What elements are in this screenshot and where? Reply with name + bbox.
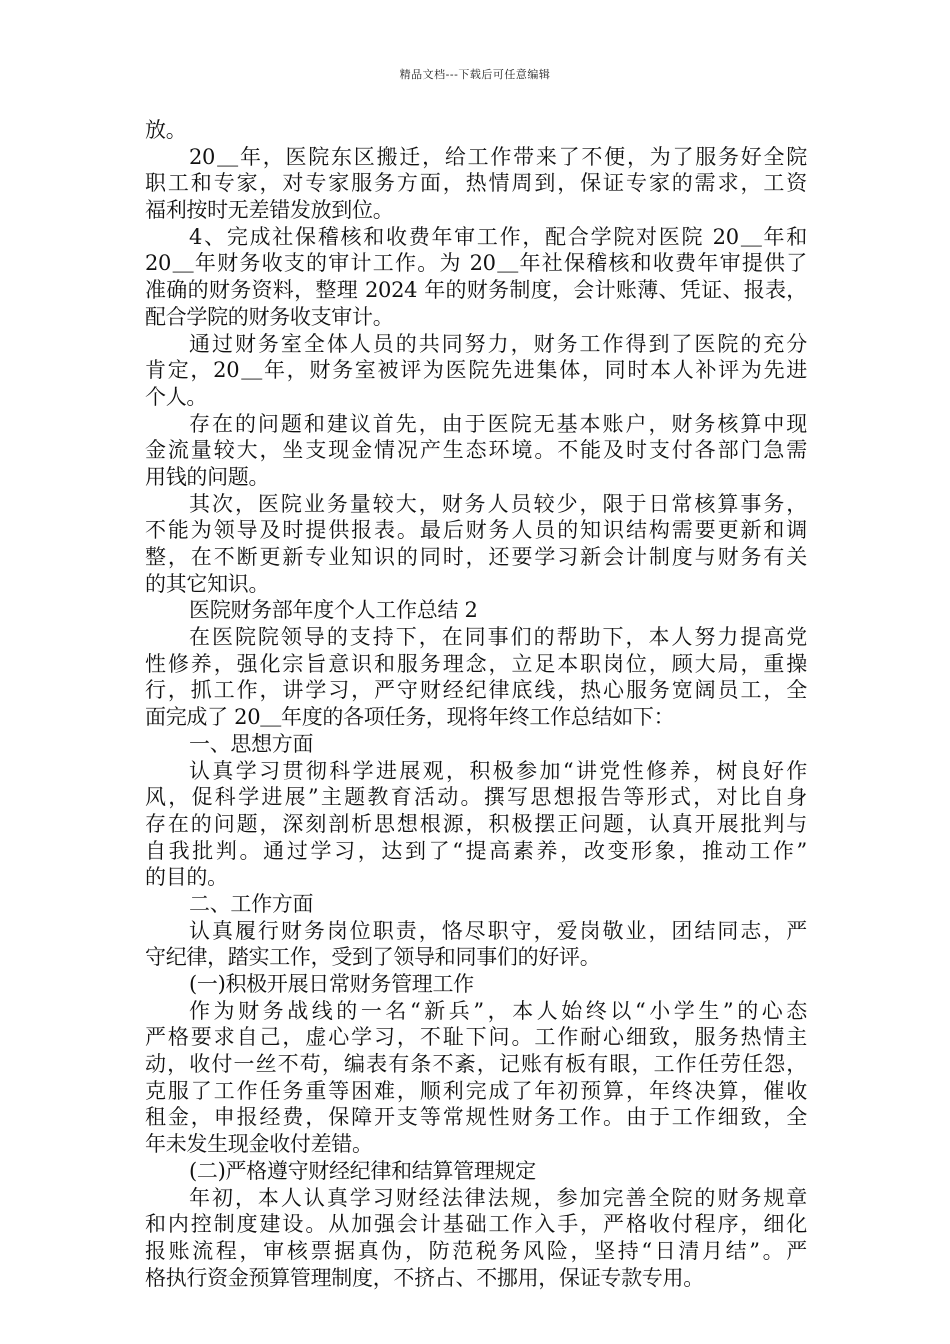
- text-line: 福利按时无差错发放到位。: [145, 198, 394, 223]
- text-line: 租金，申报经费，保障开支等常规性财务工作。由于工作细致，全: [145, 1105, 807, 1130]
- document-body: [145, 117, 807, 1291]
- text-line: 职工和专家，对专家服务方面，热情周到，保证专家的需求，工资: [145, 171, 807, 196]
- text-line: 个人。: [145, 384, 208, 409]
- text-line: 性修养，强化宗旨意识和服务理念，立足本职岗位，顾大局，重操: [145, 651, 807, 676]
- text-line: 通过财务室全体人员的共同努力，财务工作得到了医院的充分: [189, 331, 807, 356]
- text-line: 医院财务部年度个人工作总结 2: [189, 598, 478, 623]
- text-line: 放。: [145, 118, 187, 142]
- text-line: (一)积极开展日常财务管理工作: [189, 972, 474, 996]
- text-line: 一、思想方面: [189, 731, 314, 756]
- text-line: 严格要求自己，虚心学习，不耻下问。工作耐心细致，服务热情主: [145, 1025, 807, 1050]
- text-line: 守纪律，踏实工作，受到了领导和同事们的好评。: [145, 945, 601, 970]
- text-line: 不能为领导及时提供报表。最后财务人员的知识结构需要更新和调: [145, 518, 807, 543]
- text-line: 准确的财务资料，整理 2024 年的财务制度，会计账薄、凭证、报表，: [145, 278, 807, 303]
- text-line: 动，收付一丝不苟，编表有条不紊，记账有板有眼，工作任劳任怨，: [145, 1052, 807, 1077]
- text-line: (二)严格遵守财经纪律和结算管理规定: [189, 1158, 536, 1183]
- text-line: 存在的问题，深刻剖析思想根源，积极摆正问题，认真开展批判与: [145, 811, 807, 836]
- text-line: 自我批判。通过学习，达到了“提高素养，改变形象，推动工作”: [145, 838, 807, 863]
- text-line: 行，抓工作，讲学习，严守财经纪律底线，热心服务宽阔员工，全: [145, 678, 807, 703]
- text-line: 认真履行财务岗位职责，恪尽职守，爱岗敬业，团结同志，严: [189, 918, 807, 943]
- text-line: 其次，医院业务量较大，财务人员较少，限于日常核算事务，: [189, 491, 807, 516]
- text-line: 用钱的问题。: [145, 464, 270, 489]
- text-line: 二、工作方面: [189, 891, 314, 916]
- text-line: 格执行资金预算管理制度，不挤占、不挪用，保证专款专用。: [145, 1265, 704, 1290]
- page-header: 精品文档---下载后可任意编辑: [399, 68, 551, 81]
- text-line: 配合学院的财务收支审计。: [145, 304, 394, 329]
- text-line: 20＿年，医院东区搬迁，给工作带来了不便，为了服务好全院: [189, 144, 807, 169]
- text-line: 报账流程，审核票据真伪，防范税务风险，坚持“日清月结”。严: [145, 1238, 807, 1263]
- text-line: 整，在不断更新专业知识的同时，还要学习新会计制度与财务有关: [145, 545, 807, 569]
- text-line: 风，促科学进展”主题教育活动。撰写思想报告等形式，对比自身: [145, 785, 807, 810]
- text-line: 作为财务战线的一名“新兵”，本人始终以“小学生”的心态: [189, 998, 807, 1023]
- text-line: 的其它知识。: [145, 571, 270, 596]
- text-line: 金流量较大，坐支现金情况产生态环境。不能及时支付各部门急需: [145, 438, 807, 463]
- text-line: 和内控制度建设。从加强会计基础工作入手，严格收付程序，细化: [145, 1212, 807, 1237]
- text-line: 在医院院领导的支持下，在同事们的帮助下，本人努力提高党: [189, 625, 807, 650]
- text-line: 认真学习贯彻科学进展观，积极参加“讲党性修养，树良好作: [189, 758, 807, 783]
- text-line: 面完成了 20＿年度的各项任务，现将年终工作总结如下：: [145, 705, 675, 730]
- text-line: 克服了工作任务重等困难，顺利完成了年初预算，年终决算，催收: [145, 1078, 807, 1103]
- text-line: 年未发生现金收付差错。: [145, 1132, 373, 1157]
- text-line: 4、完成社保稽核和收费年审工作，配合学院对医院 20＿年和: [189, 224, 807, 249]
- text-line: 年初，本人认真学习财经法律法规，参加完善全院的财务规章: [189, 1185, 807, 1210]
- text-line: 的目的。: [145, 865, 228, 890]
- text-line: 存在的问题和建议首先，由于医院无基本账户，财务核算中现: [189, 411, 807, 436]
- text-line: 20＿年财务收支的审计工作。为 20＿年社保稽核和收费年审提供了: [145, 251, 807, 276]
- text-line: 肯定，20＿年，财务室被评为医院先进集体，同时本人补评为先进: [145, 358, 807, 383]
